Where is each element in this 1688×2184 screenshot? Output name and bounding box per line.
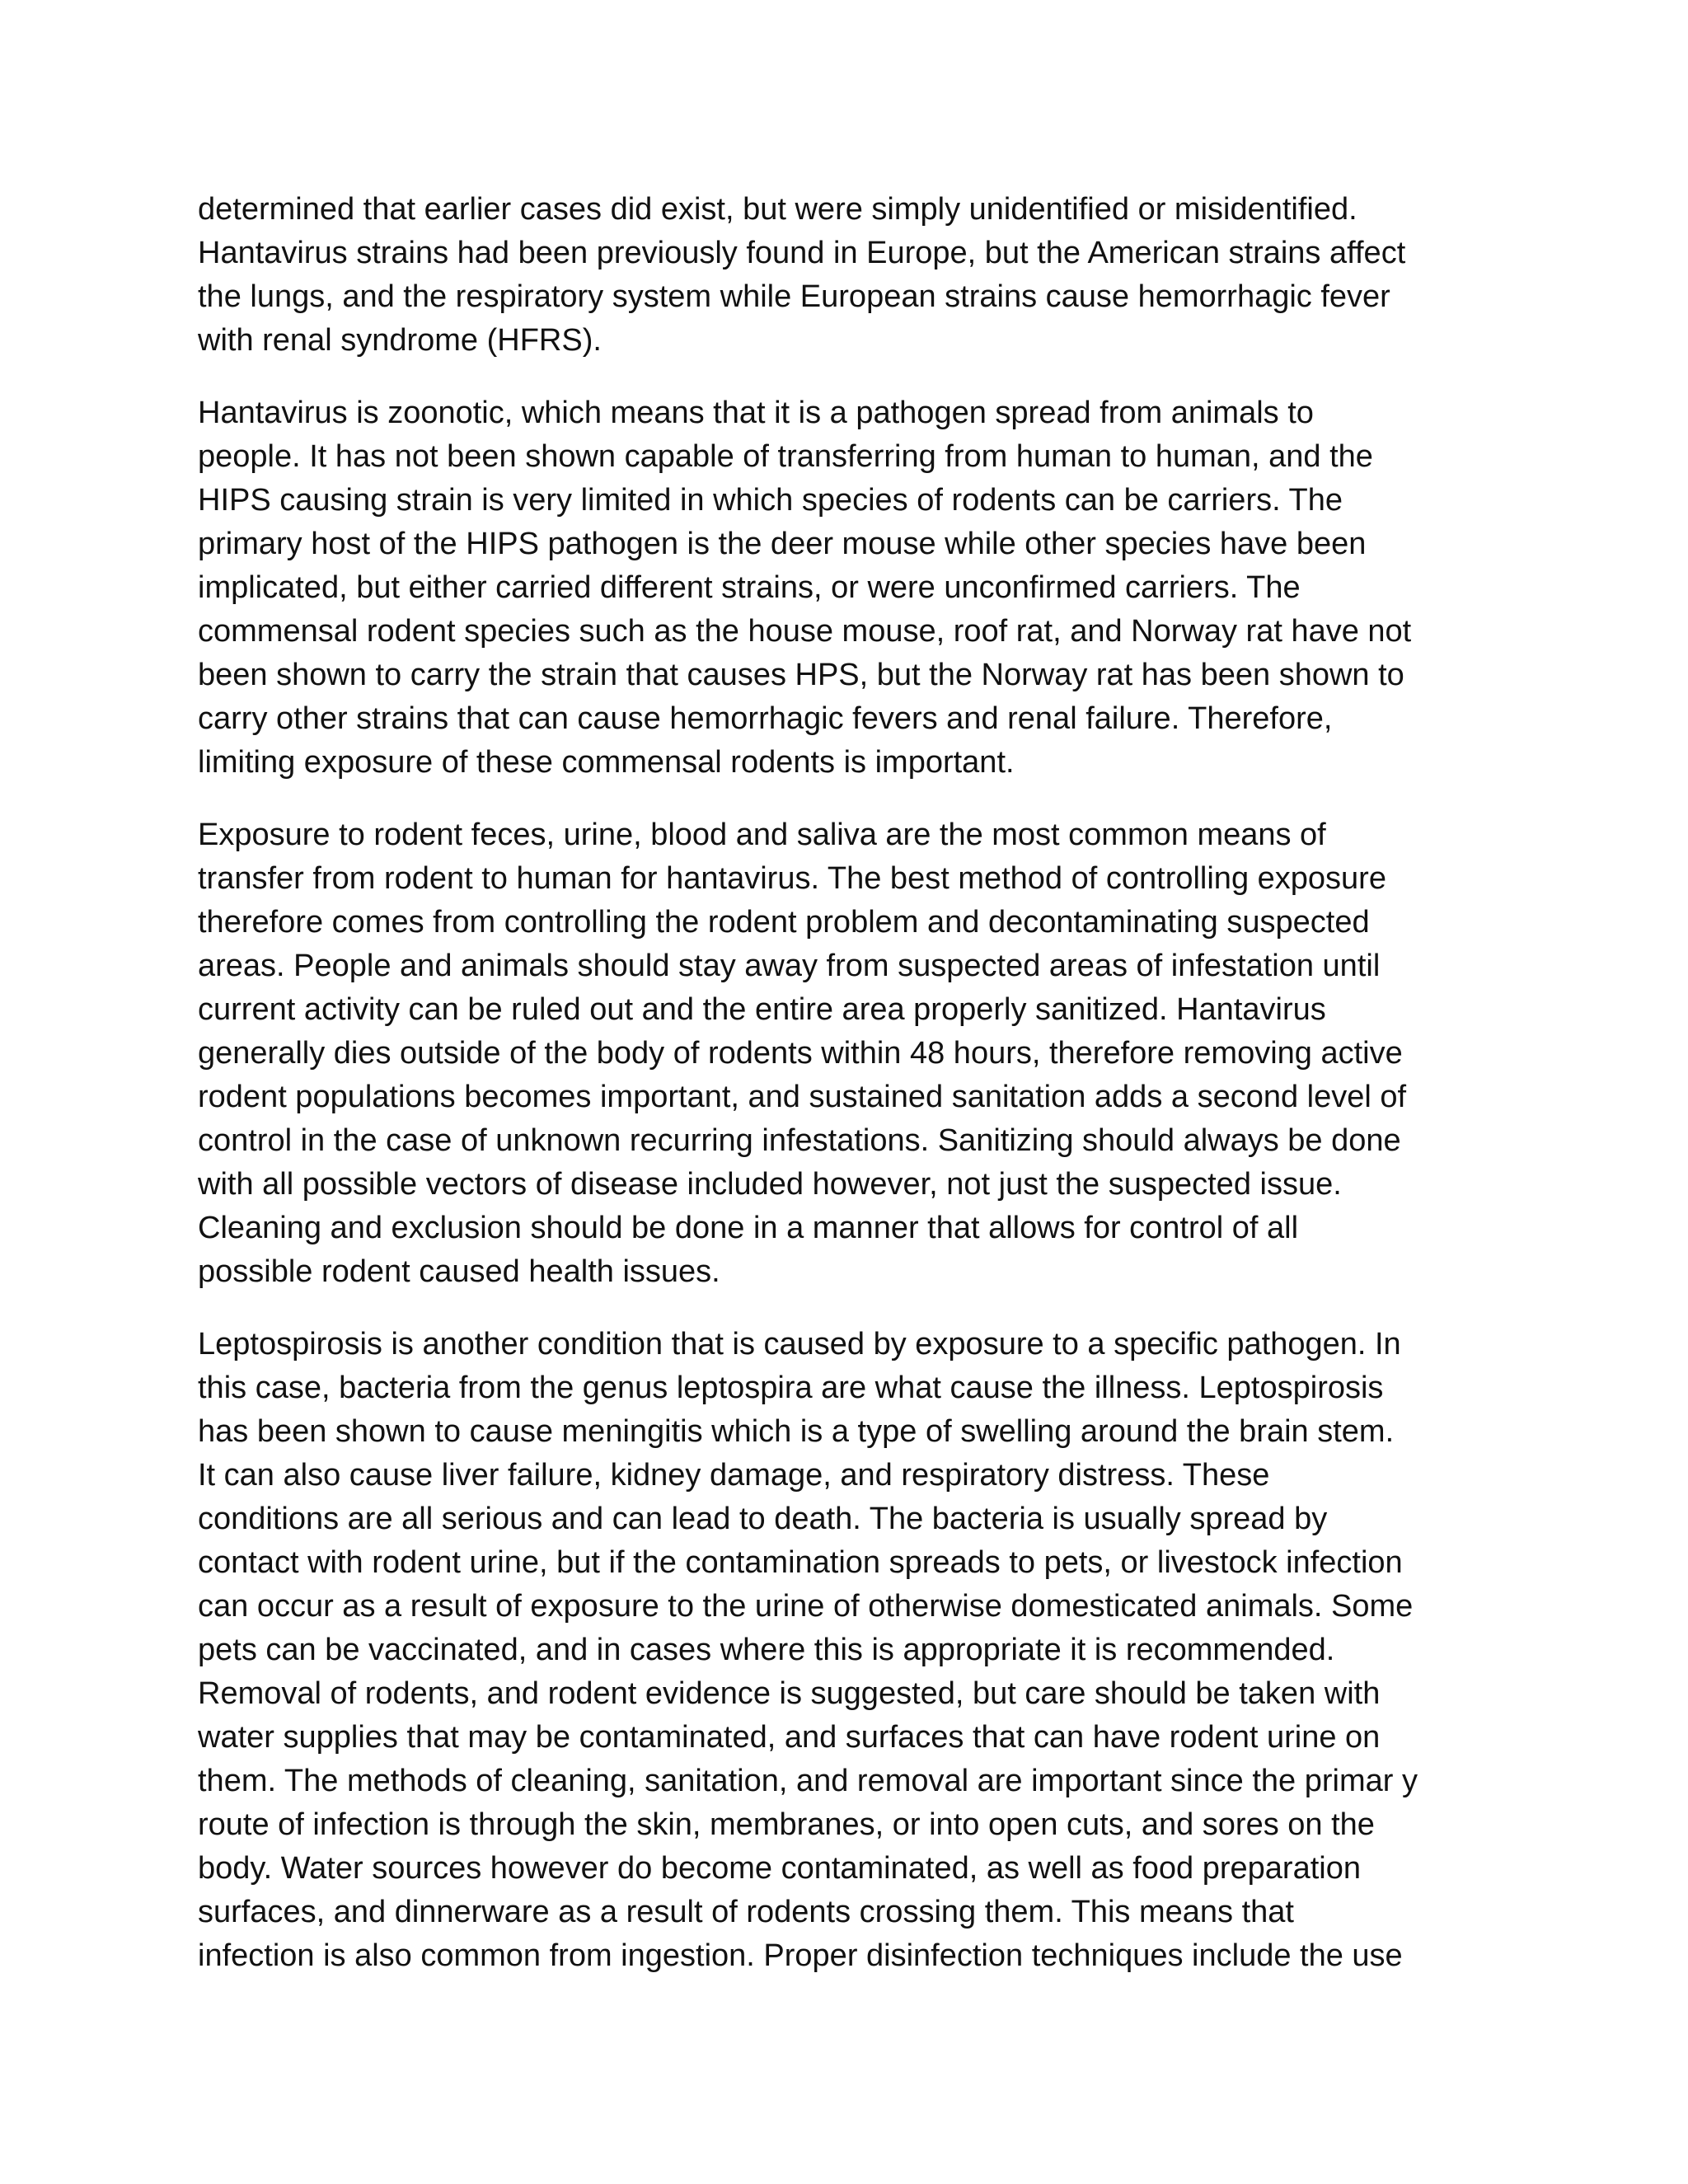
paragraph-leptospirosis <box>198 1323 1500 1978</box>
text-line: implicated, but either carried different strains, or were unconfirmed carriers. The <box>198 570 1301 605</box>
text-line: Hantavirus is zoonotic, which means that it is a pathogen spread from animals to <box>198 396 1314 430</box>
text-line: transfer from rodent to human for hantavirus. The best method of controlling exposure <box>198 861 1386 896</box>
text-line: with renal syndrome (HFRS). <box>198 323 602 358</box>
text-line: current activity can be ruled out and the entire area properly sanitized. Hantavirus <box>198 992 1326 1027</box>
text-line: Leptospirosis is another condition that is caused by exposure to a specific pathogen. In <box>198 1327 1401 1361</box>
text-line: Exposure to rodent feces, urine, blood and saliva are the most common means of <box>198 818 1326 852</box>
text-line: rodent populations becomes important, and sustained sanitation adds a second level of <box>198 1080 1407 1114</box>
text-line: It can also cause liver failure, kidney damage, and respiratory distress. These <box>198 1458 1270 1493</box>
text-line: commensal rodent species such as the house mouse, roof rat, and Norway rat have not <box>198 614 1412 649</box>
text-line: contact with rodent urine, but if the contamination spreads to pets, or livestock infection <box>198 1545 1403 1580</box>
text-line: been shown to carry the strain that causes HPS, but the Norway rat has been shown to <box>198 658 1404 692</box>
text-line: surfaces, and dinnerware as a result of rodents crossing them. This means that <box>198 1895 1294 1929</box>
text-line: can occur as a result of exposure to the urine of otherwise domesticated animals. Some <box>198 1589 1414 1624</box>
text-line: infection is also common from ingestion. Proper disinfection techniques include the use <box>198 1938 1403 1973</box>
paragraph-zoonotic <box>198 391 1500 785</box>
text-line: HIPS causing strain is very limited in which species of rodents can be carriers. The <box>198 483 1343 518</box>
text-line: route of infection is through the skin, membranes, or into open cuts, and sores on the <box>198 1807 1375 1842</box>
text-line: primary host of the HIPS pathogen is the deer mouse while other species have been <box>198 527 1367 561</box>
text-line: determined that earlier cases did exist, but were simply unidentified or misidentified. <box>198 192 1357 227</box>
text-line: with all possible vectors of disease included however, not just the suspected issue. <box>198 1167 1342 1202</box>
text-line: Hantavirus strains had been previously found in Europe, but the American strains affect <box>198 236 1406 270</box>
text-line: them. The methods of cleaning, sanitation, and removal are important since the primar y <box>198 1764 1418 1798</box>
text-line: pets can be vaccinated, and in cases where this is appropriate it is recommended. <box>198 1633 1335 1667</box>
text-line: carry other strains that can cause hemorrhagic fevers and renal failure. Therefore, <box>198 701 1333 736</box>
text-line: conditions are all serious and can lead to death. The bacteria is usually spread by <box>198 1502 1328 1536</box>
text-line: Cleaning and exclusion should be done in a manner that allows for control of all <box>198 1211 1299 1245</box>
text-line: areas. People and animals should stay away from suspected areas of infestation until <box>198 949 1381 983</box>
text-line: Removal of rodents, and rodent evidence is suggested, but care should be taken with <box>198 1676 1381 1711</box>
text-line: generally dies outside of the body of rodents within 48 hours, therefore removing active <box>198 1036 1403 1071</box>
paragraph-hfrs <box>198 188 1500 363</box>
text-line: the lungs, and the respiratory system while European strains cause hemorrhagic fever <box>198 279 1390 314</box>
text-line: limiting exposure of these commensal rodents is important. <box>198 745 1015 780</box>
text-line: people. It has not been shown capable of transferring from human to human, and the <box>198 439 1373 474</box>
text-line: therefore comes from controlling the rodent problem and decontaminating suspected <box>198 905 1370 940</box>
body-text <box>198 188 1500 2007</box>
text-line: body. Water sources however do become contaminated, as well as food preparation <box>198 1851 1361 1886</box>
text-line: has been shown to cause meningitis which is a type of swelling around the brain stem. <box>198 1414 1395 1449</box>
text-line: control in the case of unknown recurring infestations. Sanitizing should always be done <box>198 1123 1401 1158</box>
text-line: this case, bacteria from the genus leptospira are what cause the illness. Leptospirosis <box>198 1371 1384 1405</box>
paragraph-exposure <box>198 813 1500 1294</box>
text-line: water supplies that may be contaminated, and surfaces that can have rodent urine on <box>198 1720 1381 1755</box>
text-line: possible rodent caused health issues. <box>198 1254 720 1289</box>
